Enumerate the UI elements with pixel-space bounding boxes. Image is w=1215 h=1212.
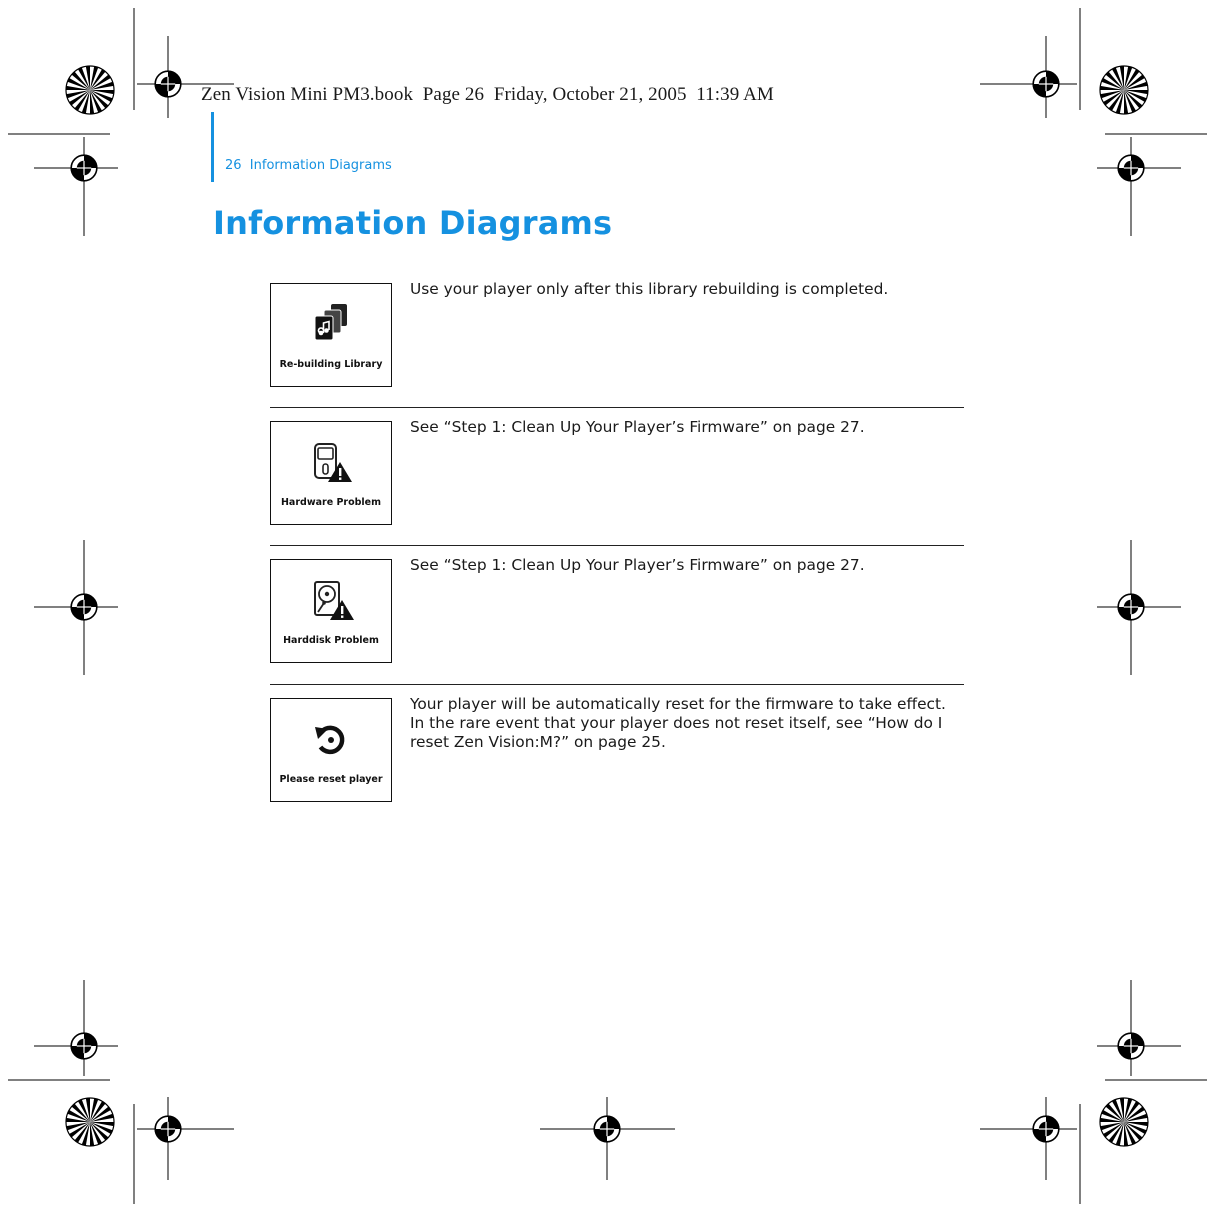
reset-icon xyxy=(307,717,355,761)
icon-caption: Harddisk Problem xyxy=(283,635,379,646)
music-library-icon xyxy=(307,302,355,346)
entry-description: Your player will be automatically reset for the firmware to take effect. In the rare event that your player does not reset itself, see “How do I reset Zen Vision:M?” on page 25. xyxy=(410,695,946,751)
icon-box xyxy=(270,421,392,525)
player-warning-icon xyxy=(307,440,355,484)
entry-description: See “Step 1: Clean Up Your Player’s Firmware” on page 27. xyxy=(410,418,865,436)
icon-caption: Re-building Library xyxy=(279,359,383,370)
starburst-target-icon xyxy=(66,66,114,114)
icon-caption: Hardware Problem xyxy=(280,497,382,508)
header-rule xyxy=(211,112,214,182)
diagram-entry xyxy=(270,545,964,667)
starburst-target-icon xyxy=(66,1098,114,1146)
running-head: 26 Information Diagrams xyxy=(225,158,392,173)
entry-description: See “Step 1: Clean Up Your Player’s Firmware” on page 27. xyxy=(410,556,865,574)
diagram-entry xyxy=(270,684,964,806)
starburst-target-icon xyxy=(1100,1098,1148,1146)
icon-caption: Please reset player xyxy=(279,774,383,785)
divider xyxy=(270,545,964,546)
entry-description: Use your player only after this library rebuilding is completed. xyxy=(410,280,889,298)
icon-box xyxy=(270,559,392,663)
divider xyxy=(270,407,964,408)
icon-box xyxy=(270,283,392,387)
slug-line: Zen Vision Mini PM3.book Page 26 Friday, October 21, 2005 11:39 AM xyxy=(201,84,774,105)
starburst-target-icon xyxy=(1100,66,1148,114)
diagram-entry xyxy=(270,407,964,529)
harddisk-warning-icon xyxy=(307,578,355,622)
diagram-entry xyxy=(270,280,964,390)
divider xyxy=(270,684,964,685)
page-title: Information Diagrams xyxy=(213,204,613,242)
icon-box xyxy=(270,698,392,802)
